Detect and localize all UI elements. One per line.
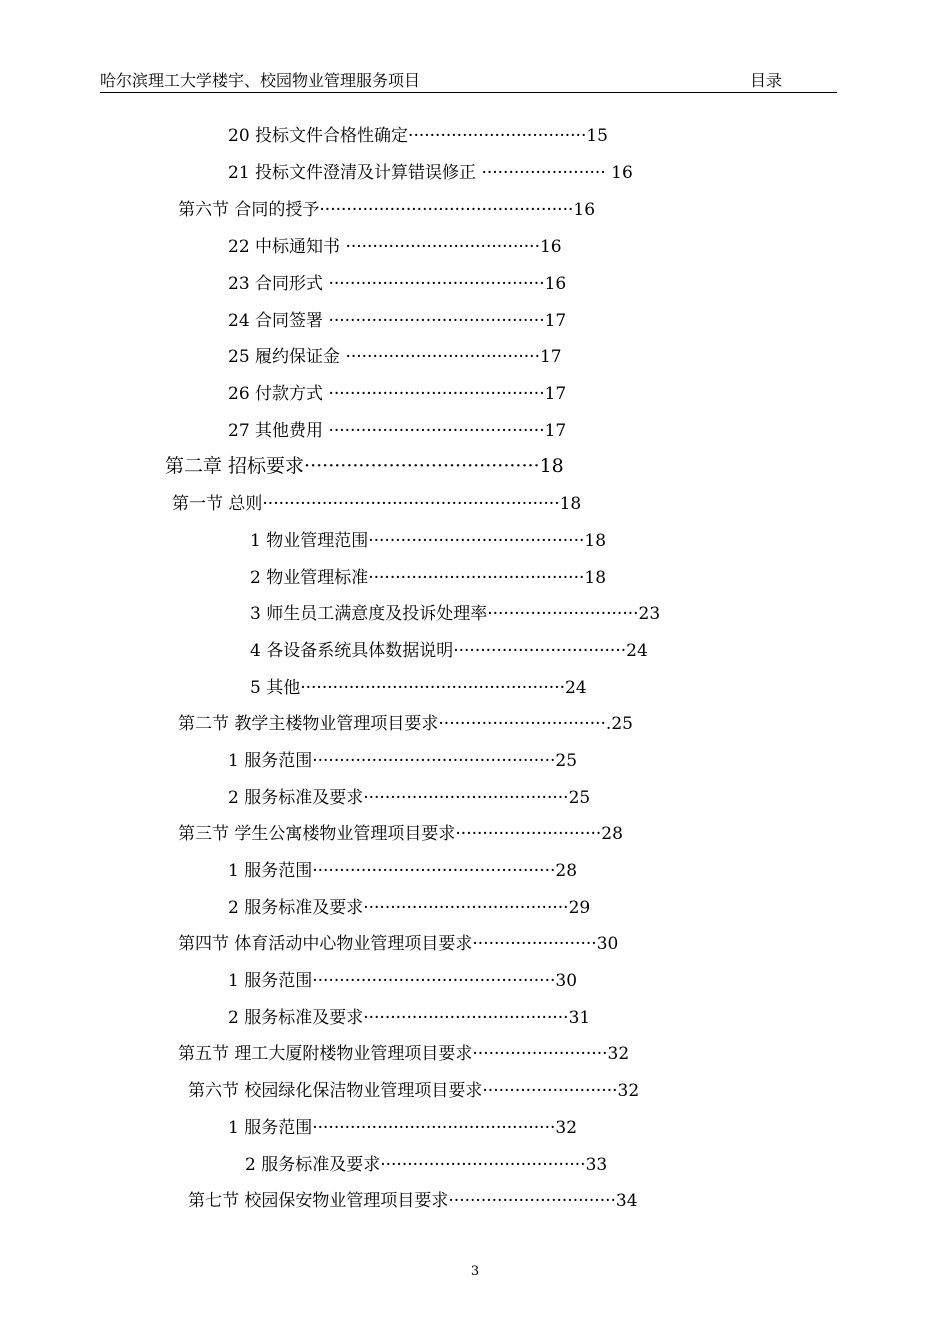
toc-entry[interactable]: 1 服务范围·············································30 [228, 971, 578, 991]
toc-entry[interactable]: 4 各设备系统具体数据说明································24 [250, 641, 648, 661]
toc-entry[interactable]: 25 履约保证金 ····································17 [228, 347, 562, 367]
toc-entry[interactable]: 1 物业管理范围········································18 [250, 531, 607, 551]
page-number: 3 [470, 1264, 480, 1279]
toc-entry[interactable]: 22 中标通知书 ····································16 [228, 237, 562, 257]
toc-entry[interactable]: 2 服务标准及要求······································31 [228, 1008, 591, 1028]
toc-entry[interactable]: 1 服务范围·············································32 [228, 1118, 578, 1138]
toc-entry[interactable]: 第三节 学生公寓楼物业管理项目要求···························28 [178, 824, 623, 844]
toc-entry[interactable]: 第一节 总则·······················································18 [172, 494, 582, 514]
toc-entry[interactable]: 2 服务标准及要求······································29 [228, 898, 591, 918]
toc-entry[interactable]: 24 合同签署 ········································17 [228, 311, 567, 331]
toc-entry[interactable]: 5 其他·················································24 [250, 678, 587, 698]
toc-entry[interactable]: 第四节 体育活动中心物业管理项目要求·······················30 [178, 934, 619, 954]
toc-entry[interactable]: 2 服务标准及要求······································25 [228, 788, 591, 808]
header-section: 目录 [750, 71, 783, 90]
toc-entry[interactable]: 第七节 校园保安物业管理项目要求·······························34 [188, 1191, 638, 1211]
toc-entry[interactable]: 第二节 教学主楼物业管理项目要求·······························.25 [178, 714, 633, 734]
toc-entry[interactable]: 第五节 理工大厦附楼物业管理项目要求·························32 [178, 1044, 630, 1064]
toc-entry[interactable]: 1 服务范围·············································25 [228, 751, 578, 771]
toc-entry[interactable]: 第六节 合同的授予···············································16 [178, 200, 596, 220]
toc-entry[interactable]: 1 服务范围·············································28 [228, 861, 578, 881]
toc-entry[interactable]: 3 师生员工满意度及投诉处理率····························23 [250, 604, 661, 624]
toc-entry[interactable]: 2 服务标准及要求······································33 [245, 1155, 608, 1175]
toc-entry[interactable]: 26 付款方式 ········································17 [228, 384, 567, 404]
header-title: 哈尔滨理工大学楼宇、校园物业管理服务项目 [100, 71, 421, 90]
toc-entry[interactable]: 20 投标文件合格性确定·································15 [228, 126, 608, 146]
toc-entry[interactable]: 21 投标文件澄清及计算错误修正 ······················· 16 [228, 163, 633, 183]
toc-entry[interactable]: 27 其他费用 ········································17 [228, 421, 567, 441]
toc-chapter-entry[interactable]: 第二章 招标要求·······································18 [165, 455, 564, 477]
toc-entry[interactable]: 2 物业管理标准········································18 [250, 568, 607, 588]
toc-entry[interactable]: 23 合同形式 ········································16 [228, 274, 567, 294]
toc-entry[interactable]: 第六节 校园绿化保洁物业管理项目要求·························32 [188, 1081, 640, 1101]
